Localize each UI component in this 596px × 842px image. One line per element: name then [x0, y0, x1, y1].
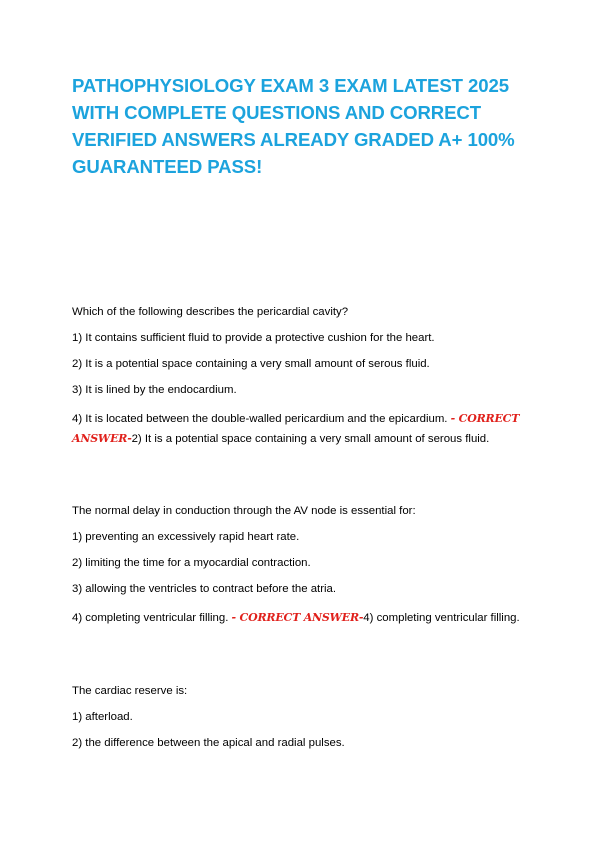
question-2-stem: The normal delay in conduction through the AV node is essential for:	[72, 505, 416, 517]
question-2-option-4-with-answer	[72, 608, 524, 628]
question-1-option-4: 4) It is located between the double-walled pericardium and the epicardium.	[72, 413, 448, 425]
question-3-option-1: 1) afterload.	[72, 711, 133, 723]
question-3-option-2: 2) the difference between the apical and radial pulses.	[72, 737, 345, 749]
question-3-stem: The cardiac reserve is:	[72, 685, 188, 697]
question-2-answer: 4) completing ventricular filling.	[363, 612, 520, 624]
question-1-answer: 2) It is a potential space containing a very small amount of serous fluid.	[131, 433, 490, 445]
question-2-option-4: 4) completing ventricular filling.	[72, 612, 229, 624]
question-1-option-3: 3) It is lined by the endocardium.	[72, 384, 237, 396]
question-2-option-3: 3) allowing the ventricles to contract before the atria.	[72, 583, 337, 595]
document-title: PATHOPHYSIOLOGY EXAM 3 EXAM LATEST 2025 WITH COMPLETE QUESTIONS AND CORRECT VERIFIED ANSWERS ALREADY GRADED A+ 100% GUARANTEED PASS!	[72, 75, 515, 177]
correct-answer-marker: - CORRECT ANSWER-	[231, 611, 364, 624]
question-1-stem: Which of the following describes the pericardial cavity?	[72, 306, 349, 318]
question-1-option-1: 1) It contains sufficient fluid to provide a protective cushion for the heart.	[72, 332, 435, 344]
question-1-option-4-with-answer	[72, 409, 524, 449]
question-2-option-1: 1) preventing an excessively rapid heart rate.	[72, 531, 300, 543]
correct-answer-marker: - CORRECT ANSWER-	[72, 412, 520, 445]
question-2-option-2: 2) limiting the time for a myocardial contraction.	[72, 557, 311, 569]
question-1-option-2: 2) It is a potential space containing a very small amount of serous fluid.	[72, 358, 430, 370]
